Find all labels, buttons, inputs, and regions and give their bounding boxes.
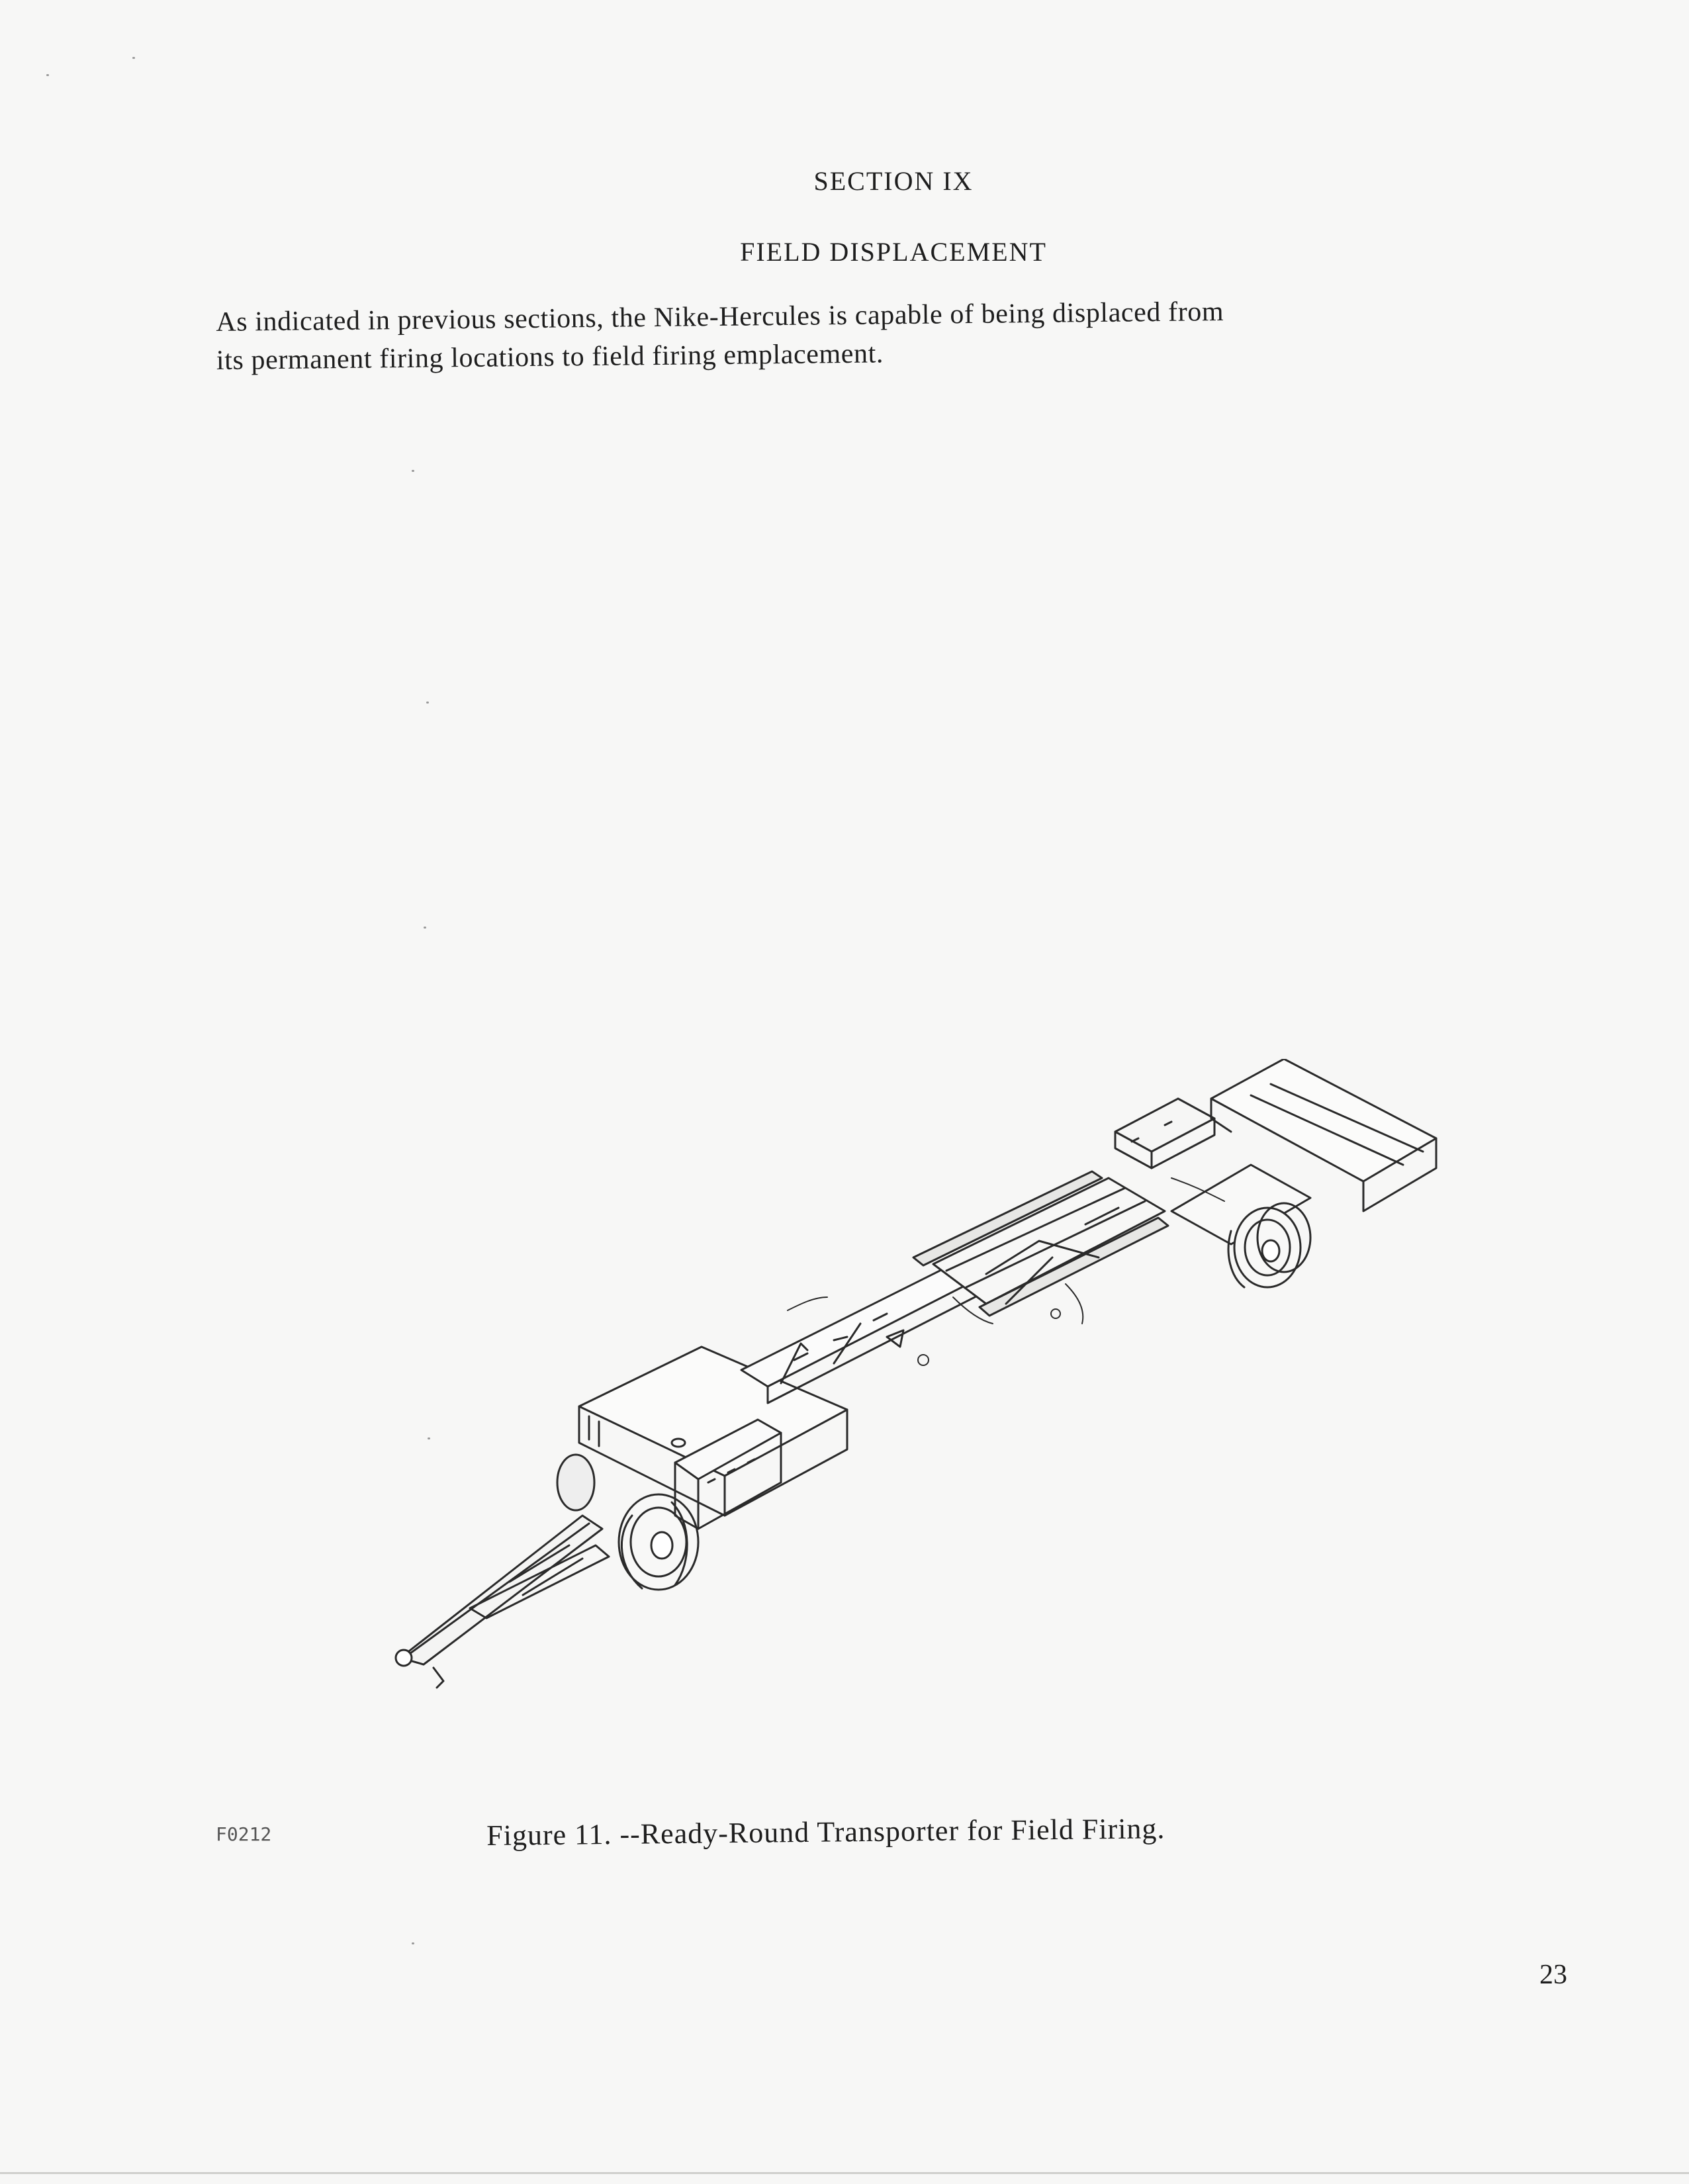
scan-edge — [0, 2172, 1689, 2174]
figure-caption: Figure 11. --Ready-Round Transporter for Field Firing. — [486, 1812, 1165, 1852]
scan-speck — [412, 470, 414, 472]
transporter-illustration — [371, 1059, 1456, 1707]
scan-speck — [428, 1437, 430, 1439]
intro-paragraph — [216, 289, 1553, 380]
launch-cradle — [913, 1171, 1168, 1316]
figure-code: F0212 — [216, 1823, 272, 1845]
intro-line-1: As indicated in previous sections, the Nike-Hercules is capable of being displaced from — [216, 296, 1224, 338]
tow-bar — [396, 1516, 609, 1688]
intro-line-2: its permanent firing locations to field firing emplacement. — [216, 338, 884, 376]
scan-speck — [132, 57, 135, 59]
transporter-drawing — [371, 1059, 1456, 1707]
scan-speck — [426, 702, 429, 704]
section-number: SECTION IX — [813, 166, 974, 196]
scan-speck — [412, 1942, 414, 1944]
section-title: FIELD DISPLACEMENT — [740, 237, 1047, 267]
scan-speck — [46, 74, 49, 76]
scan-speck — [424, 927, 426, 929]
front-deck — [579, 1347, 847, 1516]
page-number: 23 — [1539, 1960, 1567, 1990]
